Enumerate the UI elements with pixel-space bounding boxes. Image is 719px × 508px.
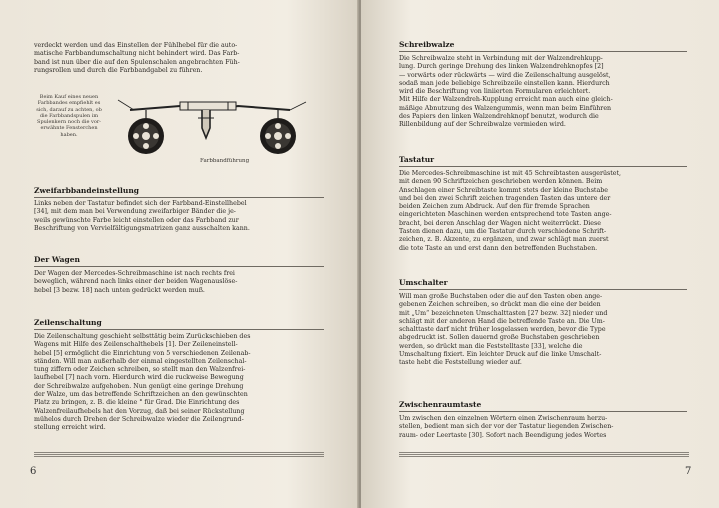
- text-line: haben.: [60, 131, 78, 138]
- section-body: [399, 415, 689, 440]
- page-number: 7: [685, 466, 692, 477]
- text-line: Die Zeilenschaltung geschieht selbsttätig beim Zurückschieben des: [34, 333, 251, 340]
- right-page: [361, 0, 719, 508]
- text-line: Rillenbildung auf der Schreibwalze vermieden wird.: [399, 121, 566, 129]
- text-line: Farbbandes empfiehlt es: [37, 100, 101, 107]
- text-line: beweglich, während nach links einer der beiden Wagenauslöse-: [34, 278, 238, 286]
- text-line: [34], mit dem man bei Verwendung zweifarbiger Bänder die je-: [34, 208, 236, 216]
- page-number: 6: [30, 466, 37, 477]
- section-heading: Tastatur: [399, 155, 435, 164]
- text-line: stellen, bedient man sich der vor der Tastatur liegenden Zwischen-: [399, 423, 614, 431]
- text-line: Der Wagen der Mercedes-Schreibmaschine ist nach rechts frei: [34, 270, 235, 277]
- text-line: Will man große Buchstaben oder die auf den Tasten oben ange-: [399, 293, 603, 300]
- figure-note: [34, 94, 104, 138]
- text-line: Mit Hilfe der Walzendreh-Kupplung erreicht man auch eine gleich-: [399, 96, 613, 104]
- text-line: zeichen, z. B. Akzente, zu ergänzen, und zwar schlägt man zuerst: [399, 236, 609, 244]
- section-heading: Schreibwalze: [399, 40, 455, 49]
- left-page: [0, 0, 359, 508]
- text-line: Beschriftung von Vervielfältigungsmatrizen ganz ausschalten kann.: [34, 224, 250, 232]
- text-line: sich, darauf zu achten, ob: [36, 106, 102, 113]
- section-heading: Zweifarbbandeinstellung: [34, 186, 140, 195]
- text-line: mit „Um“ bezeichneten Umschalttasten [27 bezw. 32] nieder und: [399, 309, 608, 317]
- text-line: gebenen Zeichen schreiben, so drückt man die eine der beiden: [399, 301, 601, 309]
- text-line: der Schreibwalze aufgehoben. Nun genügt eine geringe Drehung: [34, 382, 244, 390]
- text-line: schalttaste darf nicht früher losgelassen werden, bevor die Type: [399, 326, 606, 334]
- text-line: und bei den zwei Schrift zeichen tragenden Tasten das untere der: [399, 194, 611, 202]
- text-line: tung ziffern oder Zeichen schreiben, so stellt man den Walzenfrei-: [34, 366, 246, 374]
- text-line: bracht, bei deren Anschlag der Wagen nicht weiterrückt. Diese: [399, 219, 601, 227]
- text-line: taste hebt die Feststellung wieder auf.: [399, 359, 522, 367]
- section-heading: Umschalter: [399, 278, 448, 287]
- left-spool-icon: [128, 110, 164, 154]
- text-line: abgedruckt ist. Sollen dauernd große Buchstaben geschrieben: [399, 334, 600, 342]
- section-heading: Zeilenschaltung: [34, 318, 102, 327]
- text-line: wird die Beschriftung von liniierten Formularen erleichtert.: [399, 88, 591, 96]
- text-line: mäßige Abnutzung des Walzengummis, wenn man beim Einführen: [399, 104, 612, 112]
- section-body: [399, 170, 689, 253]
- section-heading: Der Wagen: [34, 255, 80, 264]
- text-line: Links neben der Tastatur befindet sich der Farbband-Einstellhebel: [34, 200, 247, 207]
- text-line: Wagens mit Hilfe des Zeilenschalthebels [1]. Der Zeileneinstell-: [34, 341, 238, 349]
- heading-underline: [399, 289, 687, 290]
- text-line: verdeckt werden und das Einstellen der Fühlhebel für die auto-: [34, 42, 238, 49]
- text-line: schlägt mit der anderen Hand die betreffende Taste an. Die Um-: [399, 317, 605, 325]
- right-spool-icon: [260, 110, 296, 154]
- section-heading: Zwischenraumtaste: [399, 400, 482, 409]
- text-line: stellung erreicht wird.: [34, 424, 106, 432]
- text-line: — vorwärts oder rückwärts — wird die Zeilenschaltung ausgelöst,: [399, 71, 611, 79]
- heading-underline: [34, 266, 324, 267]
- text-line: rungsrollen und durch die Farbbandgabel zu führen.: [34, 66, 203, 74]
- section-body: [34, 333, 324, 433]
- text-line: Walzenfreilaufhebels hat den Vorzug, daß bei seiner Rückstellung: [34, 407, 245, 415]
- heading-underline: [399, 411, 687, 412]
- text-line: eingerichteten Maschinen werden entsprechend tote Tasten ange-: [399, 211, 612, 219]
- heading-underline: [34, 197, 324, 198]
- text-line: mühelos durch Drehen der Schreibwalze wieder die Zeilengrund-: [34, 415, 244, 423]
- ribbon-guide-figure: [36, 88, 320, 170]
- section-body: [34, 270, 324, 295]
- footer-rule: [34, 452, 324, 457]
- text-line: Die Schreibwalze steht in Verbindung mit der Walzendrehkupp-: [399, 55, 603, 62]
- text-line: Umschaltung fixiert. Ein leichter Druck auf die linke Umschalt-: [399, 351, 602, 359]
- text-line: hebel [3 bezw. 18] nach unten gedrückt werden muß.: [34, 286, 205, 294]
- text-line: laufhebel [7] nach vorn. Hierdurch wird die ruckweise Bewegung: [34, 374, 244, 382]
- text-line: die tote Taste an und erst dann den betreffenden Buchstaben.: [399, 244, 598, 252]
- text-line: hebel [5] ermöglicht die Einrichtung von 5 verschiedenen Zeilenab-: [34, 349, 251, 357]
- text-line: Beim Kauf eines neuen: [39, 94, 99, 100]
- text-line: Tasten dienen dazu, um die Tastatur durch verschiedene Schrift-: [399, 228, 607, 236]
- text-line: Um zwischen den einzelnen Wörtern einen Zwischenraum herzu-: [399, 415, 608, 422]
- text-line: werden, so drückt man die Feststelltaste [33], welche die: [399, 342, 583, 350]
- text-line: Spulenkern noch die vor-: [37, 119, 101, 126]
- section-body: [399, 55, 689, 130]
- text-line: weils gewünschte Farbe leicht einstellen oder das Farbband zur: [34, 216, 239, 224]
- heading-underline: [34, 329, 324, 330]
- heading-underline: [399, 51, 687, 52]
- text-line: Die Mercedes-Schreibmaschine ist mit 45 Schreibtasten ausgerüstet,: [399, 170, 622, 177]
- text-line: der Walze, um das betreffende Schriftzeichen an den gewünschten: [34, 391, 248, 399]
- text-line: Anschlagen einer Schreibtaste kommt stets der kleine Buchstabe: [399, 186, 608, 194]
- section-body: [34, 200, 324, 233]
- text-line: des Papiers den linken Walzendrehknopf benutzt, wodurch die: [399, 113, 599, 121]
- heading-underline: [399, 166, 687, 167]
- text-line: beiden Zeichen zum Abdruck. Auf den für fremde Sprachen: [399, 203, 590, 211]
- text-line: raum- oder Leertaste [30]. Sofort nach Beendigung jedes Wortes: [399, 431, 607, 439]
- text-line: lung. Durch geringe Drehung des linken Walzendrehknopfes [2]: [399, 63, 604, 71]
- section-body: [399, 293, 689, 368]
- footer-rule: [399, 452, 689, 457]
- intro-paragraph: [34, 42, 324, 75]
- text-line: sodaß man jede beliebige Schreibzeile einstellen kann. Hierdurch: [399, 79, 610, 87]
- text-line: erwähnte Fensterchen: [40, 125, 98, 132]
- figure-caption: Farbbandführung: [200, 158, 250, 164]
- text-line: Platz zu bringen, z. B. die kleine ° für Grad. Die Einrichtung des: [34, 399, 240, 407]
- text-line: band ist nun über die auf den Spulenschalen angebrachten Füh-: [34, 58, 240, 66]
- text-line: matische Farbbandumschaltung nicht behindert wird. Das Farb-: [34, 50, 240, 58]
- text-line: die Farbbandspulen im: [39, 112, 99, 119]
- text-line: mit denen 90 Schriftzeichen geschrieben werden können. Beim: [399, 178, 603, 186]
- text-line: ständen. Will man außerhalb der einmal eingestellten Zeilenschal-: [34, 357, 247, 365]
